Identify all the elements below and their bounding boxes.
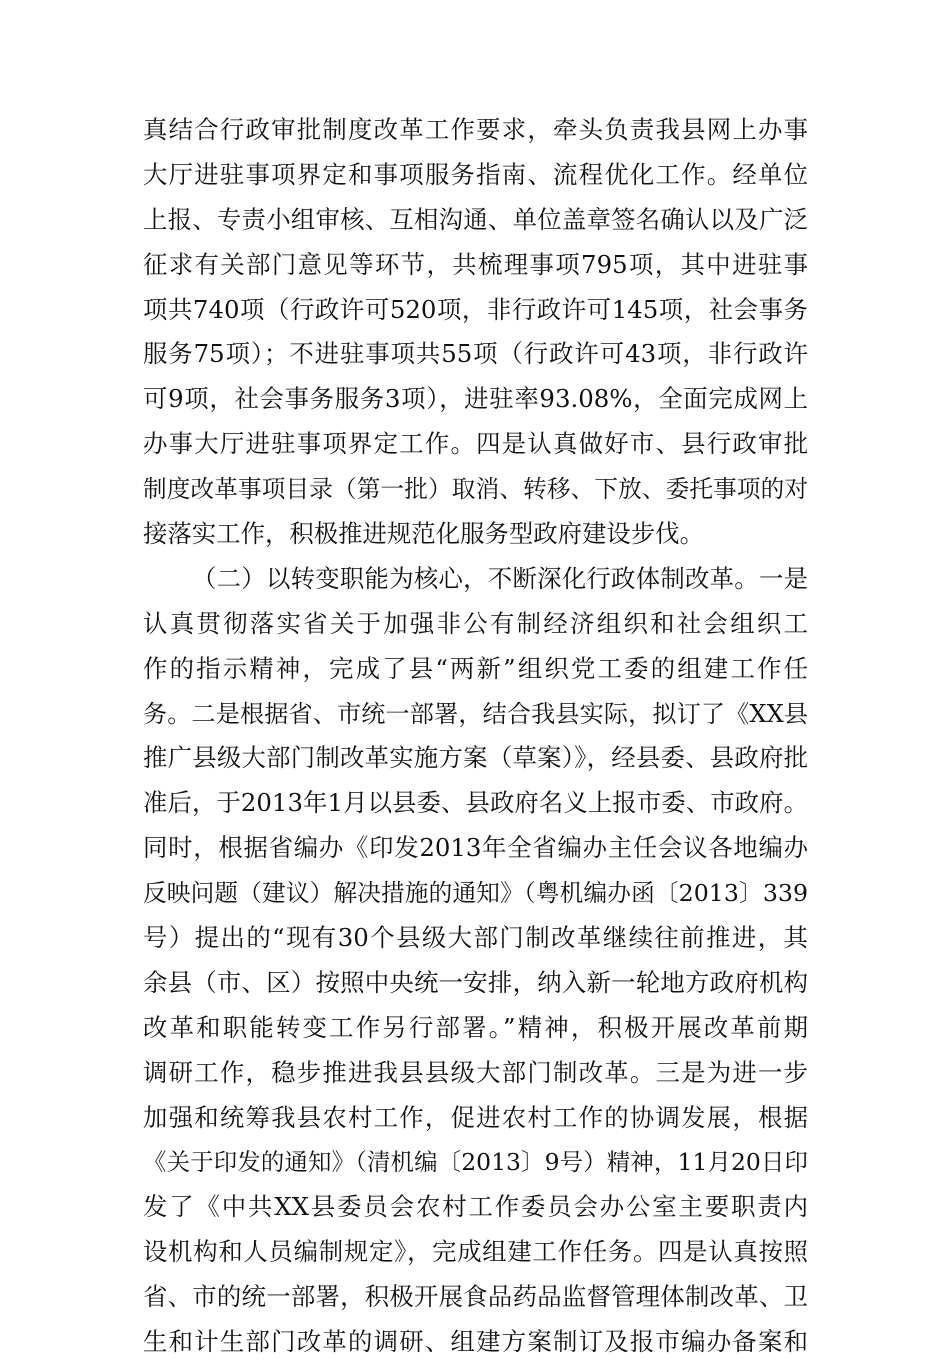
- text-line: 设机构和人员编制规定》，完成组建工作任务。四是认真按照: [143, 1237, 808, 1267]
- text-line: 制度改革事项目录（第一批）取消、转移、下放、委托事项的对: [143, 475, 808, 504]
- text-line: 可9项，社会事务服务3项），进驻率93.08%，全面完成网上: [143, 384, 808, 414]
- text-line: 办事大厅进驻事项界定工作。四是认真做好市、县行政审批: [143, 429, 808, 459]
- text-line: 号）提出的“现有30个县级大部门制改革继续往前推进，其: [143, 923, 808, 953]
- text-line: 省、市的统一部署，积极开展食品药品监督管理体制改革、卫: [143, 1282, 808, 1312]
- body-text: [143, 108, 808, 1365]
- text-line: 认真贯彻落实省关于加强非公有制经济组织和社会组织工: [143, 608, 808, 638]
- text-line: 加强和统筹我县农村工作，促进农村工作的协调发展，根据: [143, 1102, 808, 1132]
- text-line: 项共740项（行政许可520项，非行政许可145项，社会事务: [143, 294, 808, 324]
- text-line: 上报、专责小组审核、互相沟通、单位盖章签名确认以及广泛: [143, 204, 808, 234]
- text-line: 反映问题（建议）解决措施的通知》（粤机编办函〔2013〕339: [143, 879, 808, 908]
- text-line: 真结合行政审批制度改革工作要求，牵头负责我县网上办事: [143, 115, 808, 144]
- text-line: 务。二是根据省、市统一部署，结合我县实际，拟订了《XX县: [143, 699, 808, 728]
- text-line: 生和计生部门改革的调研、组建方案制订及报市编办备案和: [143, 1327, 808, 1357]
- text-line: 《关于印发的通知》（清机编〔2013〕9号）精神，11月20日印: [143, 1148, 808, 1177]
- text-line: 同时，根据省编办《印发2013年全省编办主任会议各地编办: [143, 833, 808, 863]
- text-line: 作的指示精神，完成了县“两新”组织党工委的组建工作任: [143, 653, 808, 683]
- paragraph-last-line: 接落实工作，积极推进规范化服务型政府建设步伐。: [143, 519, 704, 549]
- text-line: 调研工作，稳步推进我县县级大部门制改革。三是为进一步: [143, 1057, 808, 1087]
- section-heading-line: （二）以转变职能为核心，不断深化行政体制改革。一是: [192, 563, 808, 593]
- text-line: 推广县级大部门制改革实施方案（草案）》，经县委、县政府批: [143, 743, 808, 773]
- text-line: 发了《中共XX县委员会农村工作委员会办公室主要职责内: [143, 1192, 808, 1222]
- text-line: 大厅进驻事项界定和事项服务指南、流程优化工作。经单位: [143, 159, 808, 189]
- text-line: 准后，于2013年1月以县委、县政府名义上报市委、市政府。: [143, 788, 808, 818]
- text-line: 服务75项）；不进驻事项共55项（行政许可43项，非行政许: [143, 339, 808, 369]
- text-line: 征求有关部门意见等环节，共梳理事项795项，其中进驻事: [143, 249, 808, 279]
- text-line: 改革和职能转变工作另行部署。”精神，积极开展改革前期: [143, 1012, 808, 1042]
- text-line: 余县（市、区）按照中央统一安排，纳入新一轮地方政府机构: [143, 967, 808, 997]
